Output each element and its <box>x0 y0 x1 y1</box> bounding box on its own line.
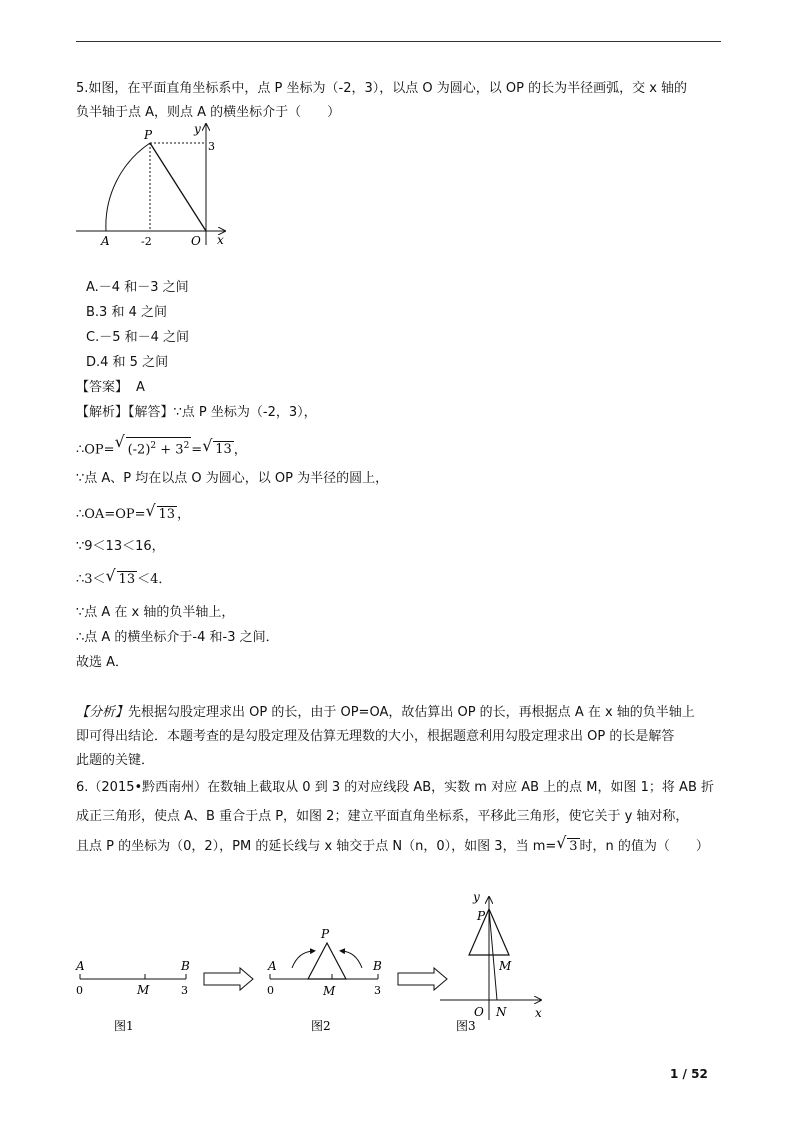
q5-text-line1: 5.如图，在平面直角坐标系中，点 P 坐标为（-2，3），以点 O 为圆心，以 OP 的长为半径画弧，交 x 轴的 <box>76 81 688 96</box>
q5-answer: 【答案】 A <box>76 380 145 395</box>
fig2-label-3: 3 <box>374 984 381 997</box>
page-number: 1 / 52 <box>670 1067 708 1081</box>
q6-figures <box>70 888 550 1048</box>
q5-solution-line5: ∵9＜13＜16， <box>76 539 165 554</box>
header-rule <box>76 41 721 42</box>
fig3-label-P: P <box>477 909 486 923</box>
figure-2 <box>267 927 382 1033</box>
q5-solution-line2: ∴OP=√ $(-2)^2 + 3^2$ =√ 13 ， <box>76 437 247 458</box>
q5-analysis-line2: 即可得出结论．本题考查的是勾股定理及估算无理数的大小，根据题意利用勾股定理求出 OP 的长是解答 <box>76 729 675 744</box>
q5-solution-line7: ∵点 A 在 x 轴的负半轴上， <box>76 605 235 620</box>
figure-3 <box>440 890 542 1033</box>
q5-solution-line1: 【解析】【解答】∵点 P 坐标为（-2，3）， <box>76 405 317 420</box>
fold-arrow-left <box>292 951 313 968</box>
label-y: y <box>194 122 201 136</box>
q5-solution-line6: ∴3＜√ 13 ＜4． <box>76 571 171 588</box>
label-3: 3 <box>208 140 215 153</box>
fig3-label-M: M <box>499 959 512 973</box>
q6-text-line1: 6.（2015•黔西南州）在数轴上截取从 0 到 3 的对应线段 AB，实数 m 对应 AB 上的点 M，如图 1；将 AB 折 <box>76 780 715 795</box>
label-A: A <box>101 234 110 248</box>
fig3-label-x: x <box>535 1006 542 1020</box>
q5-solution-line9: 故选 A． <box>76 655 129 670</box>
fig2-label-0: 0 <box>267 984 274 997</box>
q5-solution-line3: ∵点 A、P 均在以点 O 为圆心，以 OP 为半径的圆上， <box>76 471 389 486</box>
triangle <box>308 943 346 979</box>
fig3-caption: 图3 <box>456 1019 476 1033</box>
fig1-label-A: A <box>76 959 85 973</box>
fig1-label-0: 0 <box>76 984 83 997</box>
fig3-label-y: y <box>473 890 480 904</box>
label-P: P <box>144 128 153 142</box>
q5-option-d: D.4 和 5 之间 <box>86 355 169 370</box>
segment-OP <box>150 143 206 231</box>
fold-arrow-right <box>342 951 362 968</box>
label-neg2: -2 <box>141 235 152 248</box>
q6-text-line3: 且点 P 的坐标为（0，2），PM 的延长线与 x 轴交于点 N（n，0），如图 3，当 m=√ 3 时，n 的值为（ ） <box>76 838 709 855</box>
figure-1 <box>75 959 190 1033</box>
q5-solution-line4: ∴OA=OP=√ 13 ， <box>76 506 190 523</box>
fig1-label-B: B <box>181 959 190 973</box>
label-x: x <box>217 233 224 247</box>
fig2-label-P: P <box>321 927 330 941</box>
fig1-label-3: 3 <box>181 984 188 997</box>
fig3-label-O: O <box>474 1005 484 1019</box>
label-O: O <box>191 234 201 248</box>
q5-solution-line8: ∴点 A 的横坐标介于-4 和-3 之间． <box>76 630 279 645</box>
q6-text-line2: 成正三角形，使点 A、B 重合于点 P，如图 2；建立平面直角坐标系，平移此三角形，使它关于 y 轴对称， <box>76 809 689 824</box>
q5-option-c: C.－5 和－4 之间 <box>86 330 190 345</box>
fig1-caption: 图1 <box>114 1019 134 1033</box>
fig3-label-N: N <box>496 1005 507 1019</box>
q5-text-line2: 负半轴于点 A，则点 A 的横坐标介于（ ） <box>76 105 341 120</box>
hollow-arrow-1 <box>204 968 253 990</box>
fig2-caption: 图2 <box>311 1019 331 1033</box>
arc-AP <box>106 143 150 231</box>
fig2-label-M: M <box>323 984 336 998</box>
q5-analysis-line1: 【分析】先根据勾股定理求出 OP 的长，由于 OP=OA，故估算出 OP 的长，再根据点 A 在 x 轴的负半轴上 <box>76 705 695 720</box>
fig2-label-A: A <box>268 959 277 973</box>
q5-option-a: A.－4 和－3 之间 <box>86 280 189 295</box>
q5-analysis-line3: 此题的关键． <box>76 753 155 768</box>
fig1-label-M: M <box>137 983 150 997</box>
fig2-label-B: B <box>373 959 382 973</box>
q5-figure <box>70 118 240 253</box>
hollow-arrow-2 <box>398 968 447 990</box>
q5-option-b: B.3 和 4 之间 <box>86 305 167 320</box>
